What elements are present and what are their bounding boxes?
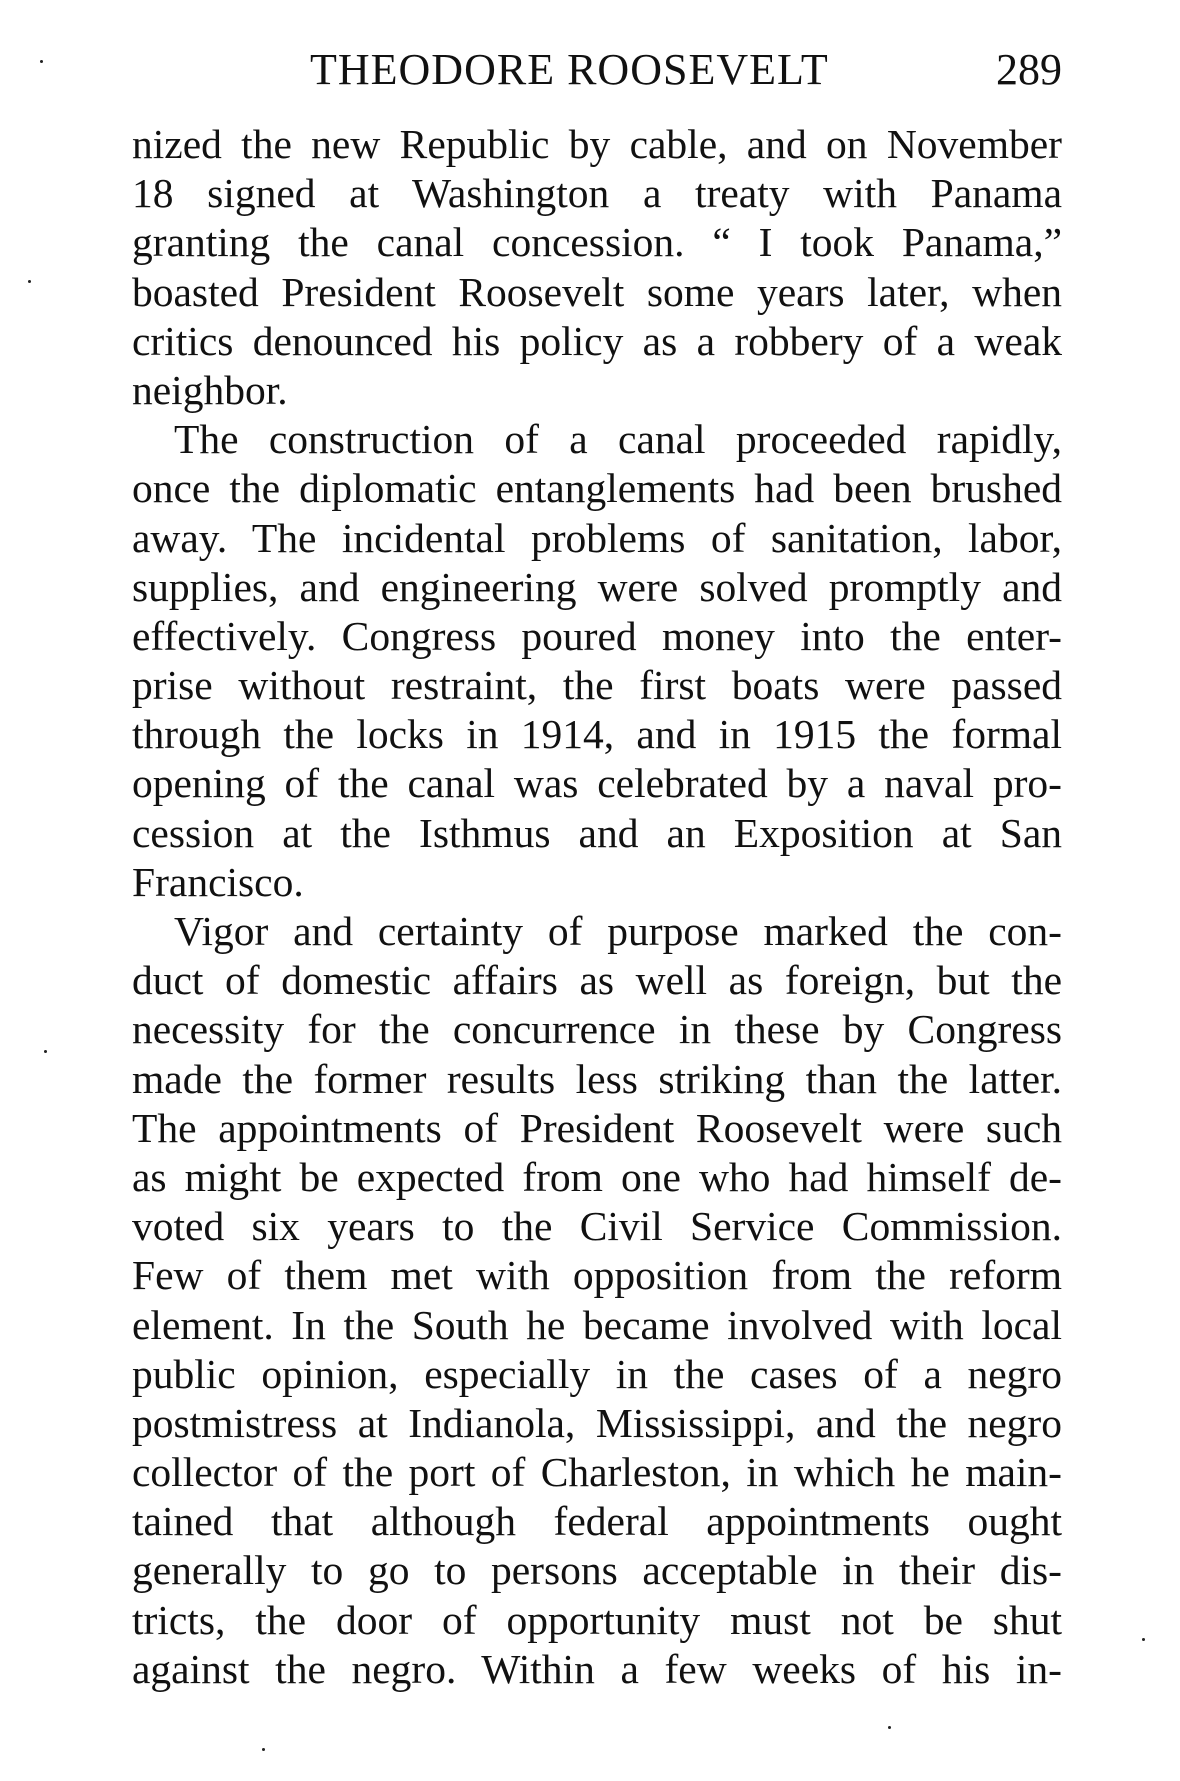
text-line: voted six years to the Civil Service Commission. [132,1203,1062,1250]
text-line: supplies, and engineering were solved promptly and [132,563,1062,610]
page-number: 289 [996,45,1062,94]
scan-speck [28,280,31,283]
text-line: nized the new Republic by cable, and on November [132,121,1062,167]
text-line: granting the canal concession. “ I took Panama,” [132,219,1062,266]
text-line: public opinion, especially in the cases of a negro [132,1350,1062,1397]
text-line: Vigor and certainty of purpose marked the con- [174,908,1062,954]
text-line: Few of them met with opposition from the reform [132,1252,1062,1299]
text-line: element. In the South he became involved with local [132,1301,1062,1348]
running-head: THEODORE ROOSEVELT [310,45,829,94]
text-line: 18 signed at Washington a treaty with Panama [132,170,1062,217]
text-line: against the negro. Within a few weeks of his in- [132,1645,1062,1692]
text-line: through the locks in 1914, and in 1915 the formal [132,711,1062,758]
text-line: collector of the port of Charleston, in which he main- [132,1449,1062,1496]
text-line: made the former results less striking than the latter. [132,1055,1062,1102]
text-line: once the diplomatic entanglements had been brushed [132,465,1062,512]
scan-speck [262,1748,265,1751]
text-line: neighbor. [132,366,288,413]
text-line: cession at the Isthmus and an Exposition at San [132,809,1062,856]
text-line: The construction of a canal proceeded rapidly, [174,416,1062,463]
text-line: away. The incidental problems of sanitation, labor, [132,514,1062,561]
text-line: as might be expected from one who had himself de- [132,1153,1062,1200]
text-line: duct of domestic affairs as well as foreign, but the [132,957,1062,1004]
text-line: boasted President Roosevelt some years later, when [132,268,1062,315]
text-line: tricts, the door of opportunity must not be shut [132,1596,1062,1643]
text-line: opening of the canal was celebrated by a naval pro- [132,760,1062,807]
text-line: prise without restraint, the first boats were passed [132,662,1062,709]
text-line: critics denounced his policy as a robbery of a weak [132,317,1062,364]
text-line: postmistress at Indianola, Mississippi, and the negro [132,1399,1062,1446]
text-line: generally to go to persons acceptable in their dis- [132,1547,1062,1594]
body-text [132,120,1062,1694]
scan-speck [1142,1638,1145,1641]
scan-speck [44,1050,47,1053]
text-line: effectively. Congress poured money into the enter- [132,612,1062,659]
text-line: Francisco. [132,858,304,905]
text-line: tained that although federal appointments ought [132,1498,1062,1545]
scan-speck [40,60,43,63]
scan-speck [888,1726,891,1729]
text-line: The appointments of President Roosevelt were such [132,1104,1062,1151]
text-line: necessity for the concurrence in these by Congress [132,1006,1062,1053]
page-header [132,44,1062,104]
